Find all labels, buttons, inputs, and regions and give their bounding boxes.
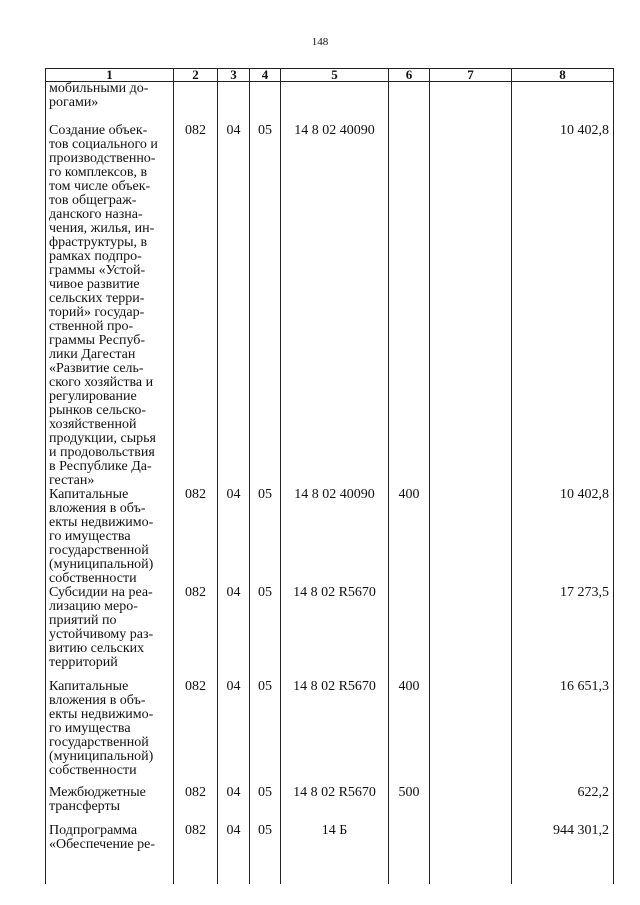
row-ministry: 082 <box>174 786 218 824</box>
row-col-7 <box>430 586 512 680</box>
row-name: Субсидии на реа- лизацию меро- приятий по устойчивому раз- витию сельских территорий <box>46 586 174 680</box>
table-row <box>46 82 614 125</box>
row-col-7 <box>430 82 512 125</box>
row-name: Подпрограмма «Обеспечение ре- <box>46 824 174 884</box>
row-expense-type: 400 <box>389 488 430 586</box>
row-subsection: 05 <box>250 488 281 586</box>
row-section: 04 <box>218 680 250 786</box>
header-col-4: 4 <box>250 69 281 82</box>
row-target-article <box>281 82 389 125</box>
row-section: 04 <box>218 824 250 884</box>
row-ministry: 082 <box>174 124 218 488</box>
row-expense-type: 400 <box>389 680 430 786</box>
table-row <box>46 124 614 488</box>
header-col-6: 6 <box>389 69 430 82</box>
row-target-article: 14 8 02 R5670 <box>281 586 389 680</box>
row-expense-type <box>389 124 430 488</box>
row-col-7 <box>430 488 512 586</box>
row-ministry: 082 <box>174 488 218 586</box>
row-name: Создание объек- тов социального и производственно- го комплексов, в том числе объек- тов общеграж- данского назна- чения, жилья, ин- фраструктуры, в рамках подпро- граммы «Устой- чивое развитие сельских терри- торий» государ- ственной про- граммы Респуб- лики Дагестан «Развитие сель- ского хозяйства и регулирование рынков сельско- хозяйственной продукции, сырья и продовольствия в Республике Да- гестан» <box>46 124 174 488</box>
row-expense-type <box>389 586 430 680</box>
row-amount: 16 651,3 <box>512 680 614 786</box>
row-subsection: 05 <box>250 680 281 786</box>
row-subsection: 05 <box>250 786 281 824</box>
page-number: 148 <box>311 36 329 48</box>
row-target-article: 14 8 02 R5670 <box>281 680 389 786</box>
row-expense-type <box>389 824 430 884</box>
row-name: Капитальные вложения в объ- екты недвижимо- го имущества государственной (муниципальной) собственности <box>46 488 174 586</box>
row-ministry: 082 <box>174 586 218 680</box>
row-ministry: 082 <box>174 680 218 786</box>
row-amount: 17 273,5 <box>512 586 614 680</box>
row-col-7 <box>430 680 512 786</box>
header-col-2: 2 <box>174 69 218 82</box>
table-row <box>46 786 614 824</box>
row-target-article: 14 8 02 40090 <box>281 488 389 586</box>
header-col-1: 1 <box>46 69 174 82</box>
row-expense-type <box>389 82 430 125</box>
row-subsection: 05 <box>250 124 281 488</box>
table-row <box>46 586 614 680</box>
row-name: мобильными до- рогами» <box>46 82 174 125</box>
row-ministry: 082 <box>174 824 218 884</box>
header-col-5: 5 <box>281 69 389 82</box>
budget-table <box>45 68 614 884</box>
row-subsection: 05 <box>250 824 281 884</box>
row-section: 04 <box>218 586 250 680</box>
row-amount: 10 402,8 <box>512 488 614 586</box>
row-section: 04 <box>218 786 250 824</box>
row-col-7 <box>430 824 512 884</box>
row-target-article: 14 8 02 R5670 <box>281 786 389 824</box>
row-ministry <box>174 82 218 125</box>
row-name: Капитальные вложения в объ- екты недвижимо- го имущества государственной (муниципальной) собственности <box>46 680 174 786</box>
row-expense-type: 500 <box>389 786 430 824</box>
budget-table-container <box>45 68 613 884</box>
header-col-3: 3 <box>218 69 250 82</box>
row-section: 04 <box>218 488 250 586</box>
row-col-7 <box>430 124 512 488</box>
header-row <box>46 69 614 82</box>
table-row <box>46 824 614 884</box>
row-amount: 10 402,8 <box>512 124 614 488</box>
header-col-8: 8 <box>512 69 614 82</box>
row-amount: 944 301,2 <box>512 824 614 884</box>
row-section <box>218 82 250 125</box>
header-col-7: 7 <box>430 69 512 82</box>
row-section: 04 <box>218 124 250 488</box>
row-target-article: 14 8 02 40090 <box>281 124 389 488</box>
row-subsection <box>250 82 281 125</box>
row-amount: 622,2 <box>512 786 614 824</box>
table-row <box>46 680 614 786</box>
row-amount <box>512 82 614 125</box>
row-col-7 <box>430 786 512 824</box>
table-row <box>46 488 614 586</box>
row-name: Межбюджетные трансферты <box>46 786 174 824</box>
row-subsection: 05 <box>250 586 281 680</box>
row-target-article: 14 Б <box>281 824 389 884</box>
